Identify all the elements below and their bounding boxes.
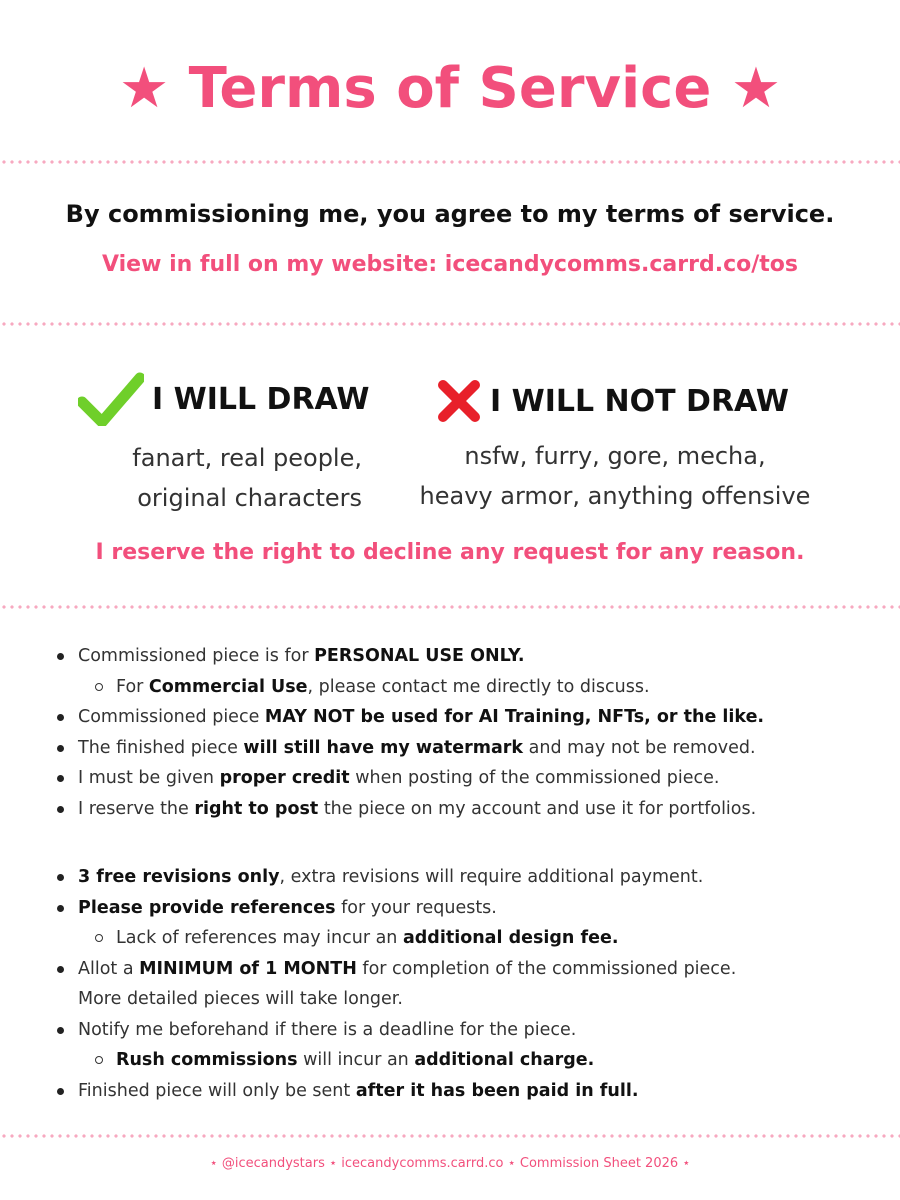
item-text: Commissioned piece is for xyxy=(78,646,315,666)
emphasis-text: 3 free revisions only xyxy=(78,867,280,887)
terms-list-item xyxy=(50,763,880,794)
item-text: for your requests. xyxy=(335,897,497,918)
divider-top xyxy=(0,160,900,164)
item-text: and may not be removed. xyxy=(523,737,756,758)
will-not-draw-heading xyxy=(436,378,789,424)
will-draw-list xyxy=(100,438,362,518)
terms-list-usage xyxy=(50,641,880,824)
website-link-text: View in full on my website: icecandycomms.carrd.co/tos xyxy=(101,252,798,277)
will-not-draw-line: nsfw, furry, gore, mecha, xyxy=(464,442,766,470)
item-text: I must be given xyxy=(78,768,220,788)
footer-text: ⋆ @icecandystars ⋆ icecandycomms.carrd.co ⋆ Commission Sheet 2026 ⋆ xyxy=(209,1156,691,1171)
divider-bottom xyxy=(0,1134,900,1138)
cross-icon xyxy=(436,378,482,424)
emphasis-text: MINIMUM of 1 MONTH xyxy=(139,958,357,979)
will-draw-line: fanart, real people, xyxy=(132,444,362,472)
item-text: will incur an xyxy=(297,1050,415,1070)
item-text: the piece on my account and use it for portfolios. xyxy=(318,798,757,819)
item-text: For xyxy=(116,676,149,697)
will-draw-line: original characters xyxy=(137,484,362,512)
checkmark-icon xyxy=(78,372,144,426)
terms-list-item xyxy=(50,733,880,764)
emphasis-text: additional design fee. xyxy=(402,928,619,948)
terms-list-item xyxy=(50,954,880,985)
item-text: , please contact me directly to discuss. xyxy=(307,676,650,697)
item-text: Allot a xyxy=(78,958,140,979)
divider-middle xyxy=(0,605,900,609)
item-text: Lack of references may incur an xyxy=(116,928,403,948)
emphasis-text: MAY NOT be used for AI Training, NFTs, or the like. xyxy=(264,707,765,727)
emphasis-text: after it has been paid in full. xyxy=(355,1080,639,1101)
will-not-draw-list xyxy=(392,436,838,516)
emphasis-text: right to post xyxy=(194,798,319,819)
item-text: for completion of the commissioned piece. xyxy=(356,958,737,979)
will-draw-label: I WILL DRAW xyxy=(152,381,370,417)
terms-list-process xyxy=(50,862,880,1106)
emphasis-text: PERSONAL USE ONLY. xyxy=(314,646,525,666)
item-text: More detailed pieces will take longer. xyxy=(78,989,403,1009)
will-not-draw-label: I WILL NOT DRAW xyxy=(490,383,790,419)
will-draw-heading xyxy=(78,372,370,426)
page-title: ★ Terms of Service ★ xyxy=(118,56,782,121)
item-text: , extra revisions will require additional payment. xyxy=(279,867,704,887)
emphasis-text: Please provide references xyxy=(78,897,336,918)
terms-list-item xyxy=(50,641,880,672)
terms-list-item xyxy=(50,702,880,733)
emphasis-text: Commercial Use xyxy=(148,676,308,697)
emphasis-text: additional charge. xyxy=(414,1050,595,1070)
terms-list-item xyxy=(50,1045,880,1076)
terms-list-item xyxy=(50,862,880,893)
item-text: The finished piece xyxy=(78,737,244,758)
emphasis-text: will still have my watermark xyxy=(243,737,524,758)
item-text: Finished piece will only be sent xyxy=(78,1080,356,1101)
divider-intro xyxy=(0,322,900,326)
item-text: when posting of the commissioned piece. xyxy=(349,768,720,788)
terms-list-item xyxy=(50,1015,880,1046)
emphasis-text: proper credit xyxy=(219,768,350,788)
terms-list-item xyxy=(50,1076,880,1107)
reserve-right-statement: I reserve the right to decline any request for any reason. xyxy=(95,540,805,565)
emphasis-text: Rush commissions xyxy=(116,1050,298,1070)
terms-list-item xyxy=(50,984,880,1015)
item-text: I reserve the xyxy=(78,798,195,819)
terms-list-item xyxy=(50,672,880,703)
item-text: Commissioned piece xyxy=(78,707,265,727)
will-not-draw-line: heavy armor, anything offensive xyxy=(419,482,811,510)
agreement-statement: By commissioning me, you agree to my terms of service. xyxy=(65,200,835,228)
item-text: Notify me beforehand if there is a deadline for the piece. xyxy=(78,1019,577,1040)
terms-list-item xyxy=(50,923,880,954)
terms-list-item xyxy=(50,893,880,924)
terms-list-item xyxy=(50,794,880,825)
